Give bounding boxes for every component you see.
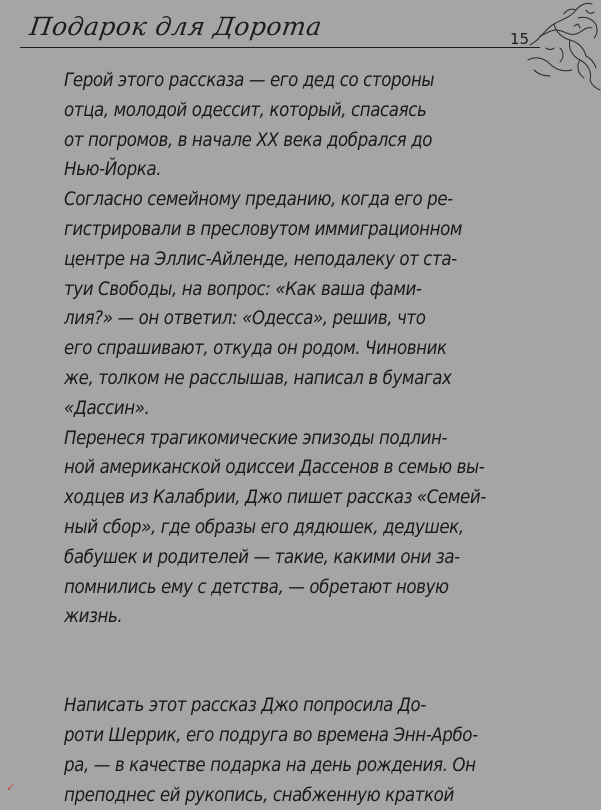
page-number: 15	[510, 30, 530, 48]
header-rule	[20, 47, 540, 48]
running-title: Подарок для Дорота	[27, 12, 324, 41]
body-text	[64, 66, 502, 810]
dragon-ornament-icon	[520, 0, 601, 95]
page-header	[0, 0, 601, 70]
corner-mark: ✓	[6, 781, 16, 794]
paragraph-3: Перенеся трагикомические эпизоды подлин- ной американской одиссеи Дассенов в семью вы- ходцев из Калабрии, Джо пишет рассказ «Семей- ный сбор», где образы его дядюшек, дедушек, бабушек и родителей — такие, какими они за- помнились ему с детства, — обретают новую жизнь.	[64, 427, 486, 628]
paragraph-4: Написать этот рассказ Джо попросила До- роти Шеррик, его подруга во времена Энн-Арбо- ра, — в качестве подарка на день рождения. Он преподнес ей рукопись, снабженную краткой	[64, 695, 478, 806]
paragraph-1: Герой этого рассказа — его дед со стороны отца, молодой одессит, который, спасаясь от погромов, в начале XX века добрался до Нью-Йорка.	[64, 70, 435, 181]
paragraph-2: Согласно семейному преданию, когда его ре- гистрировали в пресловутом иммиграционном центре на Эллис-Айленде, неподалеку от ста- туи Свободы, на вопрос: «Как ваша фами- лия?» — он ответил: «Одесса», решив, что его спрашивают, откуда он родом. Чиновник же, толком не расслышав, написал в бумагах «Дассин».	[64, 189, 463, 419]
